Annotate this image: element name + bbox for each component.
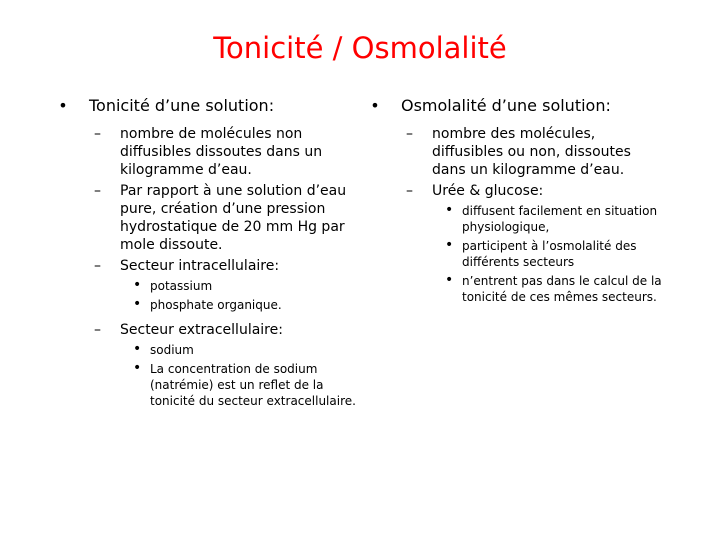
urea-glucose-item xyxy=(368,273,668,305)
osmolality-column xyxy=(368,96,668,308)
extracellular-item xyxy=(56,361,356,409)
bullet-marker: • xyxy=(58,96,68,115)
intracellular-item xyxy=(56,278,356,294)
dash-marker: – xyxy=(406,126,413,142)
extracellular-item-text: La concentration de sodium (natrémie) est un reflet de la tonicité du secteur extracellulaire. xyxy=(150,362,356,408)
dash-marker: – xyxy=(94,322,101,338)
urea-glucose-heading: Urée & glucose: xyxy=(432,183,544,199)
urea-glucose-item-text: participent à l’osmolalité des différents secteurs xyxy=(462,239,637,269)
intracellular-heading-item xyxy=(56,257,356,275)
bullet-marker: • xyxy=(370,96,380,115)
urea-glucose-item-text: n’entrent pas dans le calcul de la tonicité de ces mêmes secteurs. xyxy=(462,274,662,304)
tonicity-definition: nombre de molécules non diffusibles dissoutes dans un kilogramme d’eau. xyxy=(120,126,323,178)
urea-glucose-item xyxy=(368,238,668,270)
extracellular-item-text: sodium xyxy=(150,343,194,357)
tonicity-column xyxy=(56,96,356,412)
tonicity-definition-item xyxy=(56,125,356,179)
urea-glucose-item-text: diffusent facilement en situation physiologique, xyxy=(462,204,658,234)
osmolality-heading: Osmolalité d’une solution: xyxy=(401,96,611,115)
dash-marker: – xyxy=(94,126,101,142)
slide-title: Tonicité / Osmolalité xyxy=(213,31,507,65)
dash-marker: – xyxy=(406,183,413,199)
urea-glucose-item xyxy=(368,203,668,235)
bullet-marker: • xyxy=(133,341,142,357)
intracellular-heading: Secteur intracellulaire: xyxy=(120,258,280,274)
osmolality-heading-item xyxy=(368,96,668,116)
extracellular-item xyxy=(56,342,356,358)
dash-marker: – xyxy=(94,258,101,274)
tonicity-heading-item xyxy=(56,96,356,116)
urea-glucose-heading-item xyxy=(368,182,668,200)
tonicity-pressure-text: Par rapport à une solution d’eau pure, création d’une pression hydrostatique de 20 mm Hg par mole dissoute. xyxy=(120,183,347,253)
bullet-marker: • xyxy=(445,272,454,288)
bullet-marker: • xyxy=(445,202,454,218)
bullet-marker: • xyxy=(133,360,142,376)
dash-marker: – xyxy=(94,183,101,199)
tonicity-pressure-item xyxy=(56,182,356,254)
tonicity-heading: Tonicité d’une solution: xyxy=(89,96,275,115)
bullet-marker: • xyxy=(133,277,142,293)
bullet-marker: • xyxy=(445,237,454,253)
extracellular-heading-item xyxy=(56,321,356,339)
osmolality-definition-item xyxy=(368,125,668,179)
intracellular-item-text: phosphate organique. xyxy=(150,298,282,312)
extracellular-heading: Secteur extracellulaire: xyxy=(120,322,283,338)
osmolality-definition: nombre des molécules, diffusibles ou non, dissoutes dans un kilogramme d’eau. xyxy=(432,126,631,178)
intracellular-item-text: potassium xyxy=(150,279,213,293)
intracellular-item xyxy=(56,297,356,313)
bullet-marker: • xyxy=(133,296,142,312)
